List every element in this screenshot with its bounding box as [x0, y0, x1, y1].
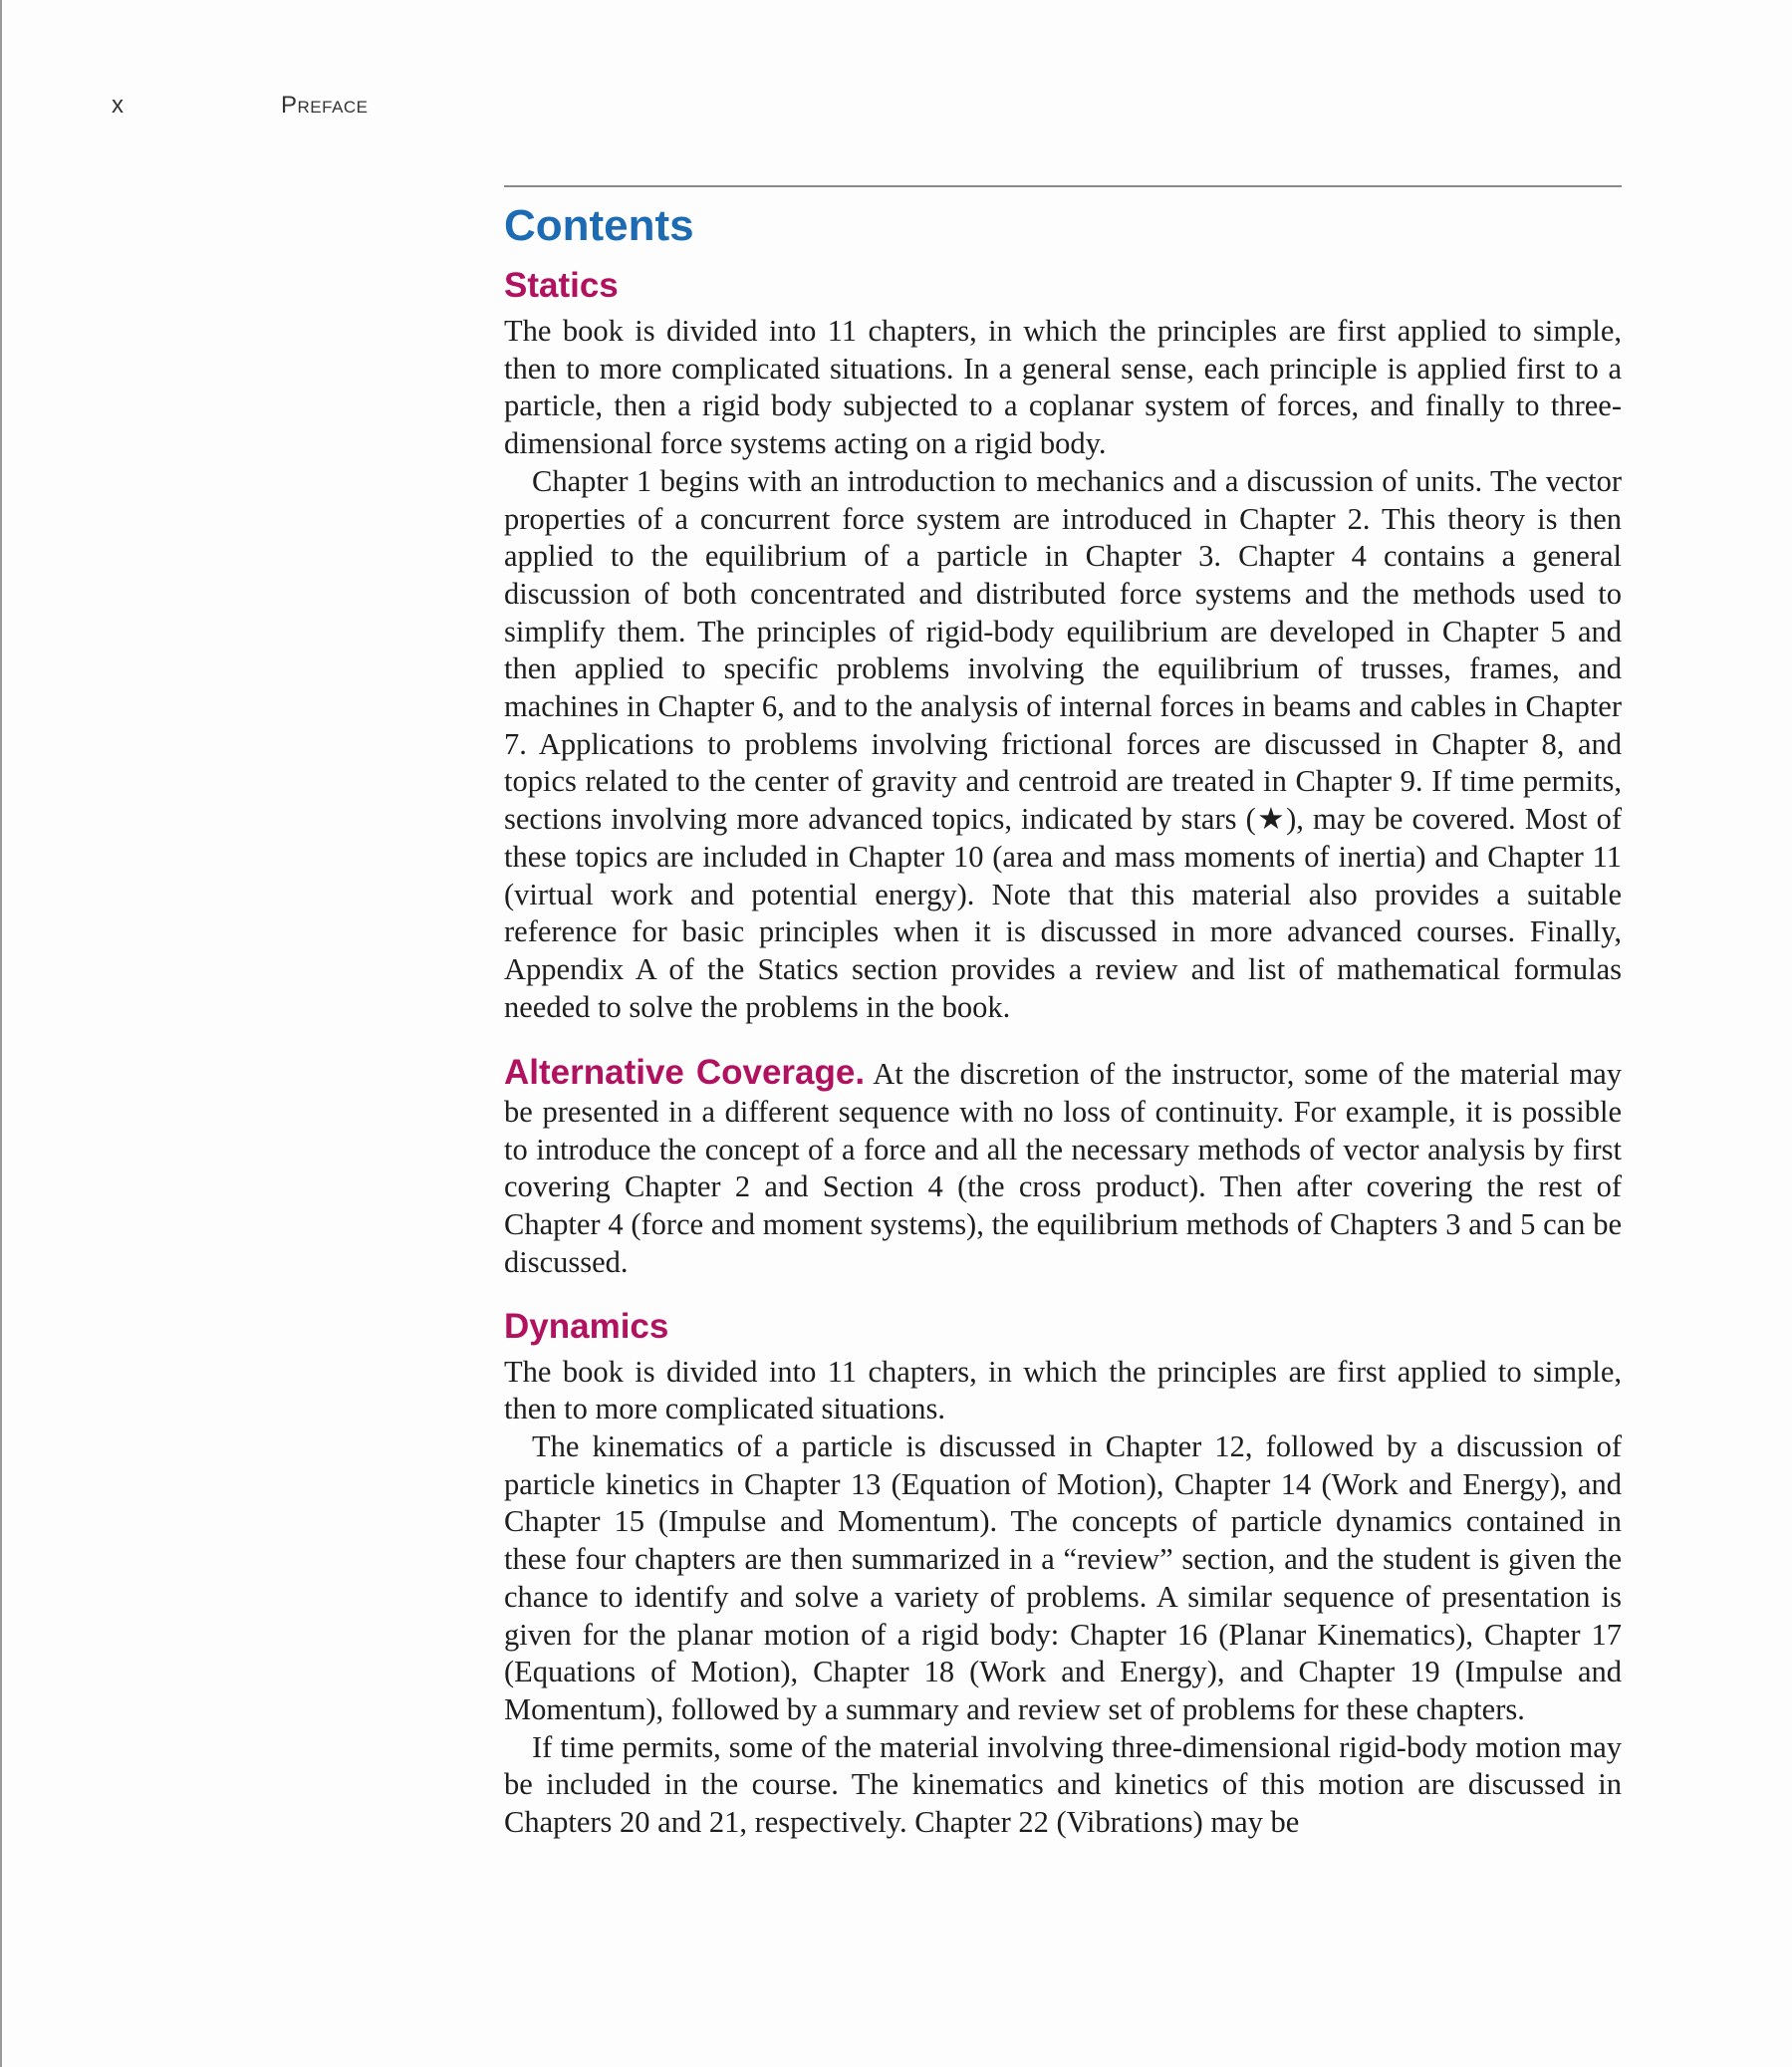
contents-section — [504, 185, 1622, 1842]
dynamics-heading: Dynamics — [504, 1306, 669, 1346]
statics-paragraph-1: The book is divided into 11 chapters, in which the principles are first applied to simple, then to more complicated situations. In a general sense, each principle is applied first to a particle, then a rigid body subjected to a coplanar system of forces, and finally to three-dimensional force systems acting on a rigid body. — [504, 314, 1622, 461]
running-head: Preface — [281, 92, 369, 119]
dynamics-paragraph-2: The kinematics of a particle is discussed in Chapter 12, followed by a discussion of particle kinetics in Chapter 13 (Equation of Motion), Chapter 14 (Work and Energy), and Chapter 15 (Impulse and Momentum). The concepts of particle dynamics contained in these four chapters are then summarized in a “review” section, and the student is given the chance to identify and solve a variety of problems. A similar sequence of presentation is given for the planar motion of a rigid body: Chapter 16 (Planar Kinematics), Chapter 17 (Equations of Motion), Chapter 18 (Work and Energy), and Chapter 19 (Impulse and Momentum), followed by a summary and review set of problems for these chapters. — [504, 1428, 1622, 1726]
alternative-coverage-text: At the discretion of the instructor, some of the material may be presented in a different sequence with no loss of continuity. For example, it is possible to introduce the concept of a force and all the necessary methods of vector analysis by first covering Chapter 2 and Section 4 (the cross product). Then after covering the rest of Chapter 4 (force and moment systems), the equilibrium methods of Chapters 3 and 5 can be discussed. — [504, 1057, 1622, 1279]
dynamics-paragraph-3: If time permits, some of the material involving three-dimensional rigid-body motion may be included in the course. The kinematics and kinetics of this motion are discussed in Chapters 20 and 21, respectively. Chapter 22 (Vibrations) may be — [504, 1729, 1622, 1840]
statics-heading: Statics — [504, 266, 619, 305]
alternative-coverage-heading: Alternative Coverage. — [504, 1053, 866, 1093]
page-number: x — [112, 92, 125, 119]
dynamics-paragraph-1: The book is divided into 11 chapters, in which the principles are first applied to simple, then to more complicated situations. — [504, 1354, 1622, 1426]
section-rule — [504, 185, 1622, 187]
contents-title: Contents — [504, 201, 694, 250]
page-left-edge — [0, 0, 2, 2067]
statics-paragraph-2: Chapter 1 begins with an introduction to mechanics and a discussion of units. The vector properties of a concurrent force system are introduced in Chapter 2. This theory is then applied to the equilibrium of a particle in Chapter 3. Chapter 4 contains a general discussion of both concentrated and distributed force systems and the methods used to simplify them. The principles of rigid-body equilibrium are developed in Chapter 5 and then applied to specific problems involving the equilibrium of trusses, frames, and machines in Chapter 6, and to the analysis of internal forces in beams and cables in Chapter 7. Applications to problems involving frictional forces are discussed in Chapter 8, and topics related to the center of gravity and centroid are treated in Chapter 9. If time permits, sections involving more advanced topics, indicated by stars (★), may be covered. Most of these topics are included in Chapter 10 (area and mass moments of inertia) and Chapter 11 (virtual work and potential energy). Note that this material also provides a suitable reference for basic principles when it is discussed in more advanced courses. Finally, Appendix A of the Statics section provides a review and list of mathematical formulas needed to solve the problems in the book. — [504, 463, 1622, 1024]
alternative-coverage-paragraph — [504, 1054, 1622, 1281]
